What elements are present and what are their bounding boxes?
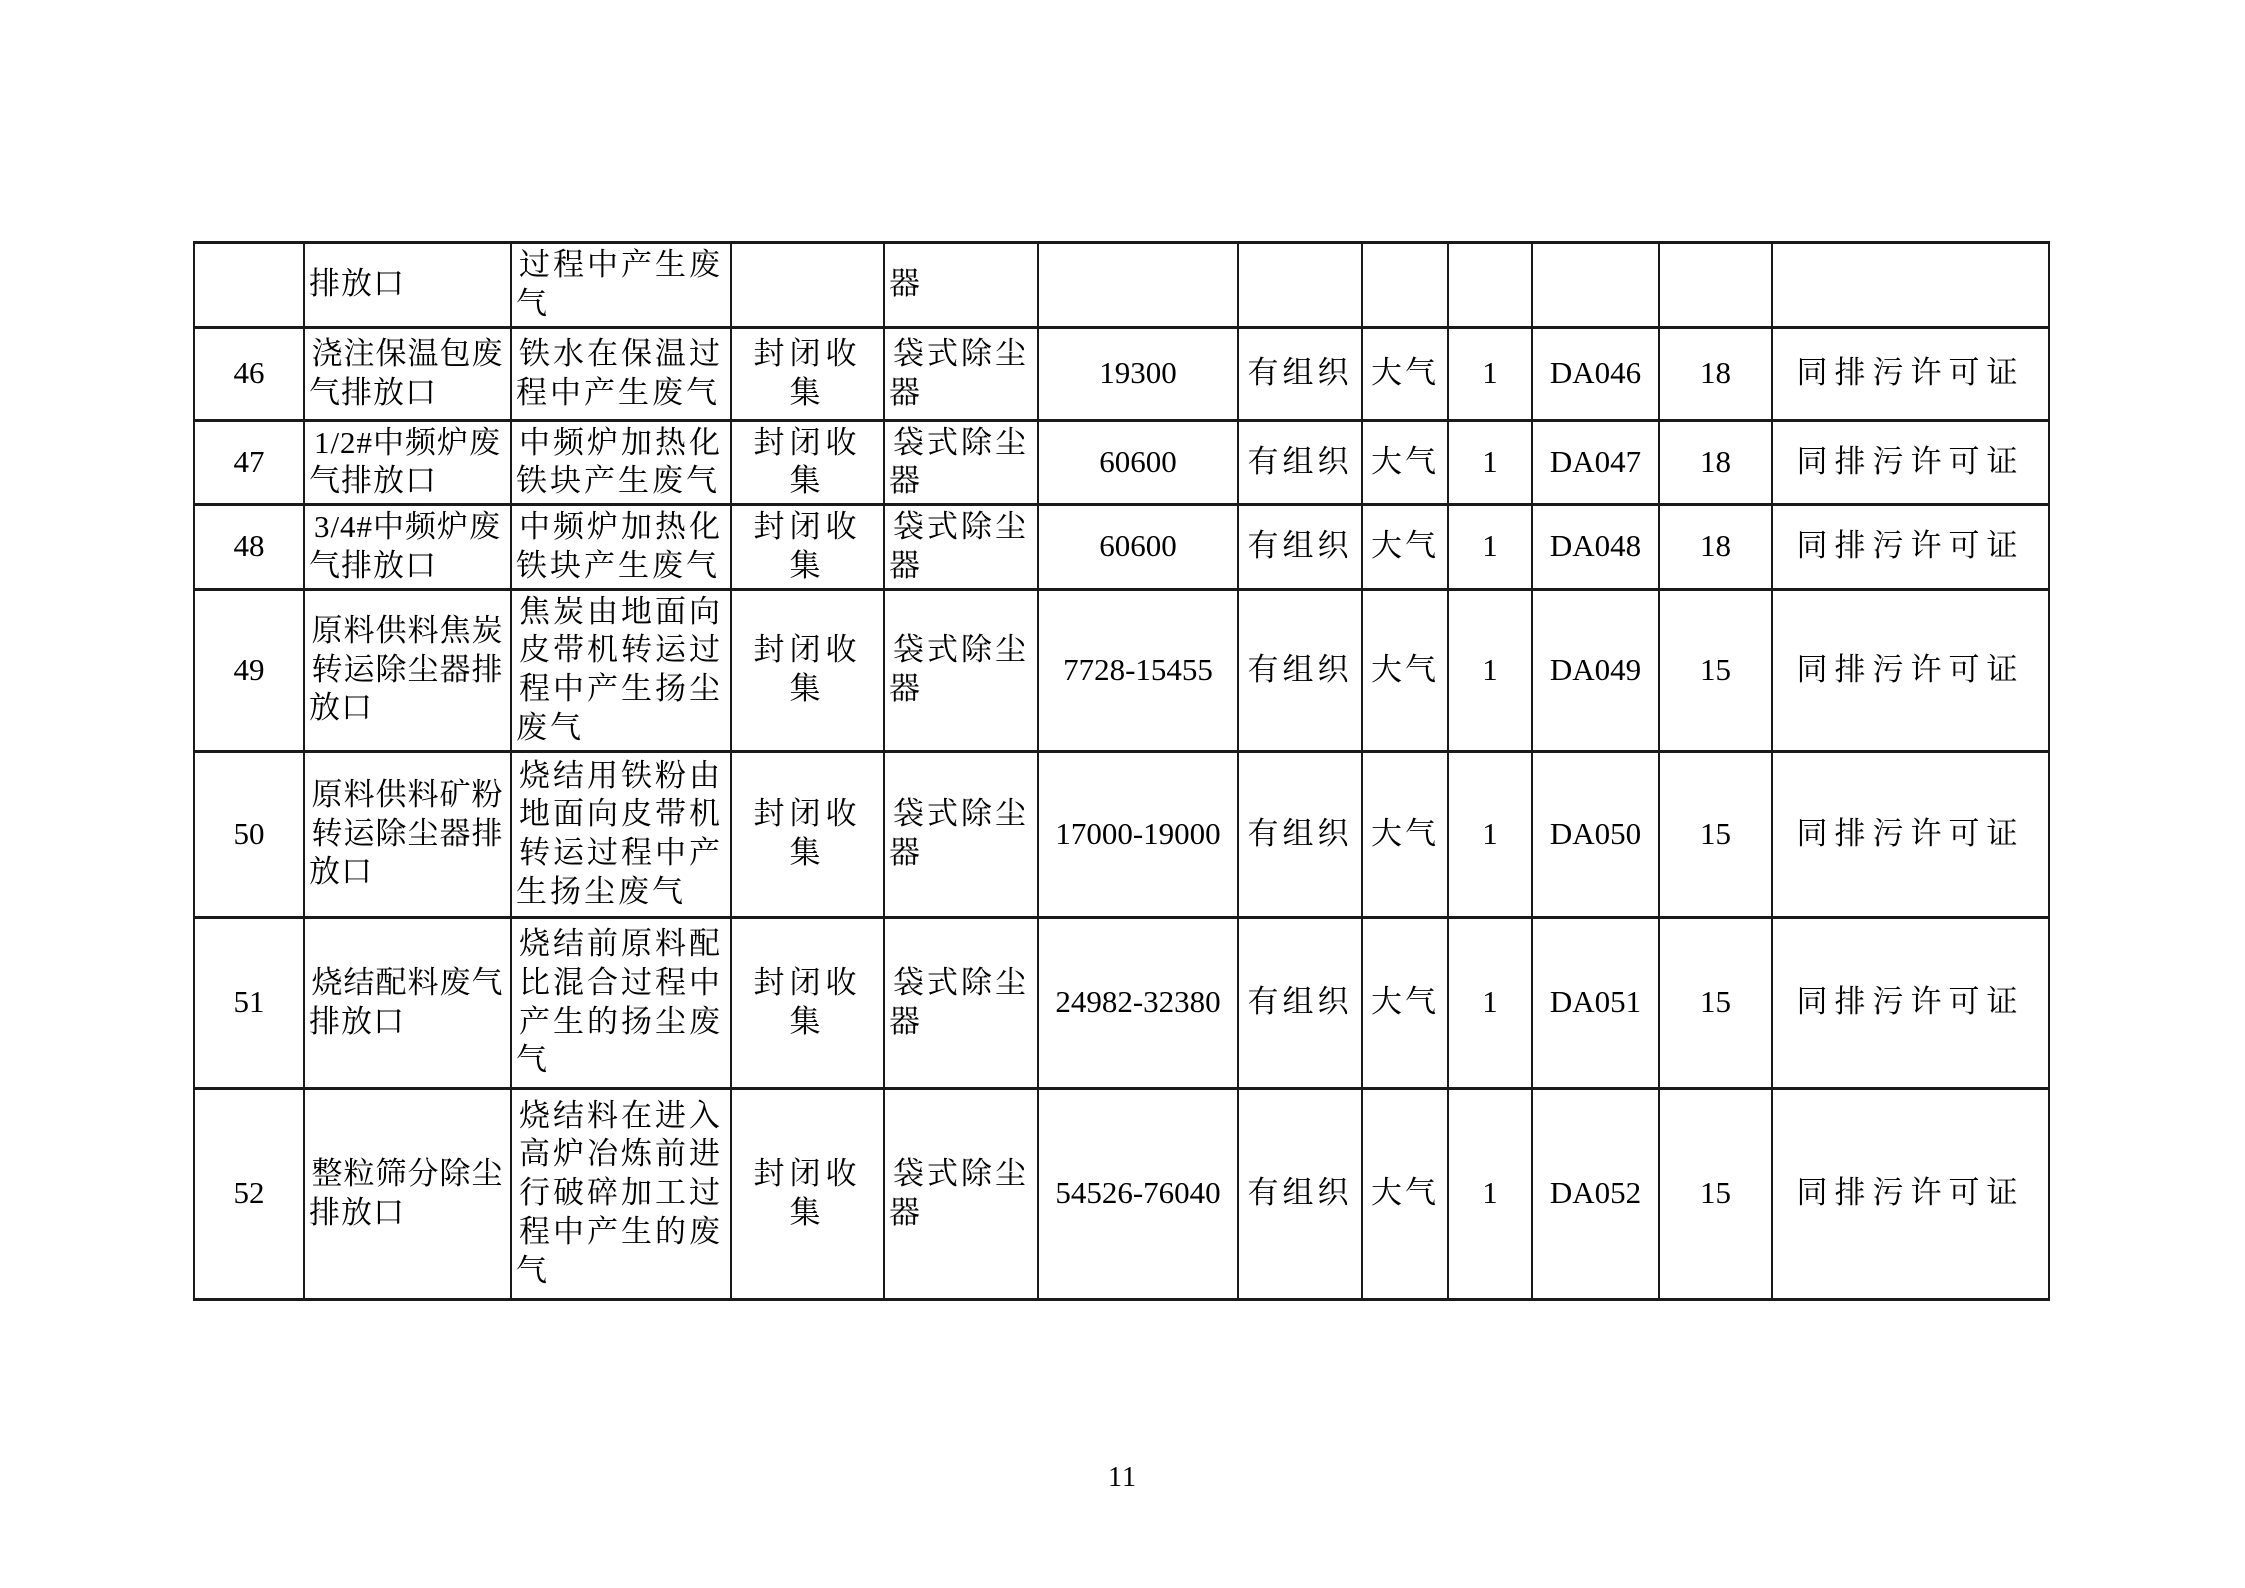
table-cell: 原料供料矿粉转运除尘器排放口 — [304, 751, 511, 917]
table-cell: 24982-32380 — [1038, 917, 1238, 1088]
table-cell — [731, 243, 884, 328]
table-cell: 18 — [1659, 420, 1772, 505]
table-cell: 52 — [194, 1088, 304, 1299]
table-cell: DA048 — [1532, 505, 1659, 590]
table-cell — [1448, 243, 1532, 328]
table-cell: 同排污许可证 — [1772, 589, 2049, 751]
table-cell — [194, 243, 304, 328]
table-cell: 焦炭由地面向皮带机转运过程中产生扬尘废气 — [511, 589, 731, 751]
table-cell: 54526-76040 — [1038, 1088, 1238, 1299]
table-cell: 封闭收集 — [731, 327, 884, 420]
table-cell: 过程中产生废气 — [511, 243, 731, 328]
table-cell: 1 — [1448, 917, 1532, 1088]
table-cell: 有组织 — [1238, 1088, 1362, 1299]
table-cell: 封闭收集 — [731, 1088, 884, 1299]
table-cell: 大气 — [1362, 420, 1448, 505]
table-cell: 有组织 — [1238, 589, 1362, 751]
table-cell: 封闭收集 — [731, 917, 884, 1088]
table-cell: 袋式除尘器 — [884, 327, 1038, 420]
table-cell — [1659, 243, 1772, 328]
table-cell: 有组织 — [1238, 327, 1362, 420]
table-cell: 同排污许可证 — [1772, 327, 2049, 420]
table-cell: 1 — [1448, 327, 1532, 420]
table-cell: 排放口 — [304, 243, 511, 328]
table-row — [194, 917, 2049, 1088]
table-cell: 17000-19000 — [1038, 751, 1238, 917]
table-cell: 46 — [194, 327, 304, 420]
table-cell: 袋式除尘器 — [884, 1088, 1038, 1299]
table-cell: 15 — [1659, 589, 1772, 751]
table-cell: 1/2#中频炉废气排放口 — [304, 420, 511, 505]
table-cell: 7728-15455 — [1038, 589, 1238, 751]
table-cell: 大气 — [1362, 751, 1448, 917]
table-cell: 大气 — [1362, 589, 1448, 751]
table-cell — [1038, 243, 1238, 328]
table-cell: 同排污许可证 — [1772, 505, 2049, 590]
table-cell: 大气 — [1362, 917, 1448, 1088]
outlet-table — [193, 241, 2050, 1301]
table-cell: 1 — [1448, 751, 1532, 917]
table-cell: 同排污许可证 — [1772, 751, 2049, 917]
table-cell: 烧结用铁粉由地面向皮带机转运过程中产生扬尘废气 — [511, 751, 731, 917]
table-cell: 18 — [1659, 505, 1772, 590]
table-cell: 18 — [1659, 327, 1772, 420]
table-cell: 60600 — [1038, 420, 1238, 505]
table-cell — [1238, 243, 1362, 328]
table-cell: 15 — [1659, 1088, 1772, 1299]
table-cell: 19300 — [1038, 327, 1238, 420]
table-row — [194, 1088, 2049, 1299]
table-cell: 1 — [1448, 589, 1532, 751]
table-cell: 封闭收集 — [731, 505, 884, 590]
table-cell: 49 — [194, 589, 304, 751]
table-cell: 50 — [194, 751, 304, 917]
table-cell: 封闭收集 — [731, 589, 884, 751]
table-cell: DA052 — [1532, 1088, 1659, 1299]
table-cell: 同排污许可证 — [1772, 917, 2049, 1088]
table-cell: 袋式除尘器 — [884, 505, 1038, 590]
table-cell: 同排污许可证 — [1772, 1088, 2049, 1299]
table-cell: 原料供料焦炭转运除尘器排放口 — [304, 589, 511, 751]
table-row — [194, 243, 2049, 328]
table-cell: 烧结料在进入高炉冶炼前进行破碎加工过程中产生的废气 — [511, 1088, 731, 1299]
table-cell: 大气 — [1362, 505, 1448, 590]
table-cell: 袋式除尘器 — [884, 420, 1038, 505]
table-cell: 60600 — [1038, 505, 1238, 590]
table-cell: 同排污许可证 — [1772, 420, 2049, 505]
table-row — [194, 589, 2049, 751]
table-row — [194, 751, 2049, 917]
table-cell: 1 — [1448, 420, 1532, 505]
table-cell: 袋式除尘器 — [884, 751, 1038, 917]
table-cell: 3/4#中频炉废气排放口 — [304, 505, 511, 590]
table-cell: 15 — [1659, 917, 1772, 1088]
table-cell — [1772, 243, 2049, 328]
table-cell: DA049 — [1532, 589, 1659, 751]
table-cell: 封闭收集 — [731, 420, 884, 505]
table-cell: 1 — [1448, 1088, 1532, 1299]
table-cell: DA051 — [1532, 917, 1659, 1088]
table-cell: 浇注保温包废气排放口 — [304, 327, 511, 420]
table-cell: 48 — [194, 505, 304, 590]
table-cell: DA046 — [1532, 327, 1659, 420]
table-cell: 大气 — [1362, 1088, 1448, 1299]
table-cell — [1362, 243, 1448, 328]
table-cell: 有组织 — [1238, 751, 1362, 917]
table-cell: 有组织 — [1238, 917, 1362, 1088]
table-cell — [1532, 243, 1659, 328]
table-row — [194, 420, 2049, 505]
table-cell: 有组织 — [1238, 420, 1362, 505]
table-cell: 15 — [1659, 751, 1772, 917]
table-cell: 铁水在保温过程中产生废气 — [511, 327, 731, 420]
table-row — [194, 327, 2049, 420]
table-cell: 47 — [194, 420, 304, 505]
table-cell: 袋式除尘器 — [884, 589, 1038, 751]
outlet-table-body — [194, 243, 2049, 1300]
table-cell: 中频炉加热化铁块产生废气 — [511, 505, 731, 590]
table-cell: 有组织 — [1238, 505, 1362, 590]
table-cell: DA050 — [1532, 751, 1659, 917]
table-cell: 整粒筛分除尘排放口 — [304, 1088, 511, 1299]
table-cell: 51 — [194, 917, 304, 1088]
table-cell: 中频炉加热化铁块产生废气 — [511, 420, 731, 505]
table-cell: 器 — [884, 243, 1038, 328]
table-cell: 封闭收集 — [731, 751, 884, 917]
page-number: 11 — [1108, 1462, 1137, 1493]
table-cell: 1 — [1448, 505, 1532, 590]
table-cell: DA047 — [1532, 420, 1659, 505]
table-cell: 大气 — [1362, 327, 1448, 420]
table-cell: 烧结配料废气排放口 — [304, 917, 511, 1088]
table-cell: 袋式除尘器 — [884, 917, 1038, 1088]
table-cell: 烧结前原料配比混合过程中产生的扬尘废气 — [511, 917, 731, 1088]
table-row — [194, 505, 2049, 590]
